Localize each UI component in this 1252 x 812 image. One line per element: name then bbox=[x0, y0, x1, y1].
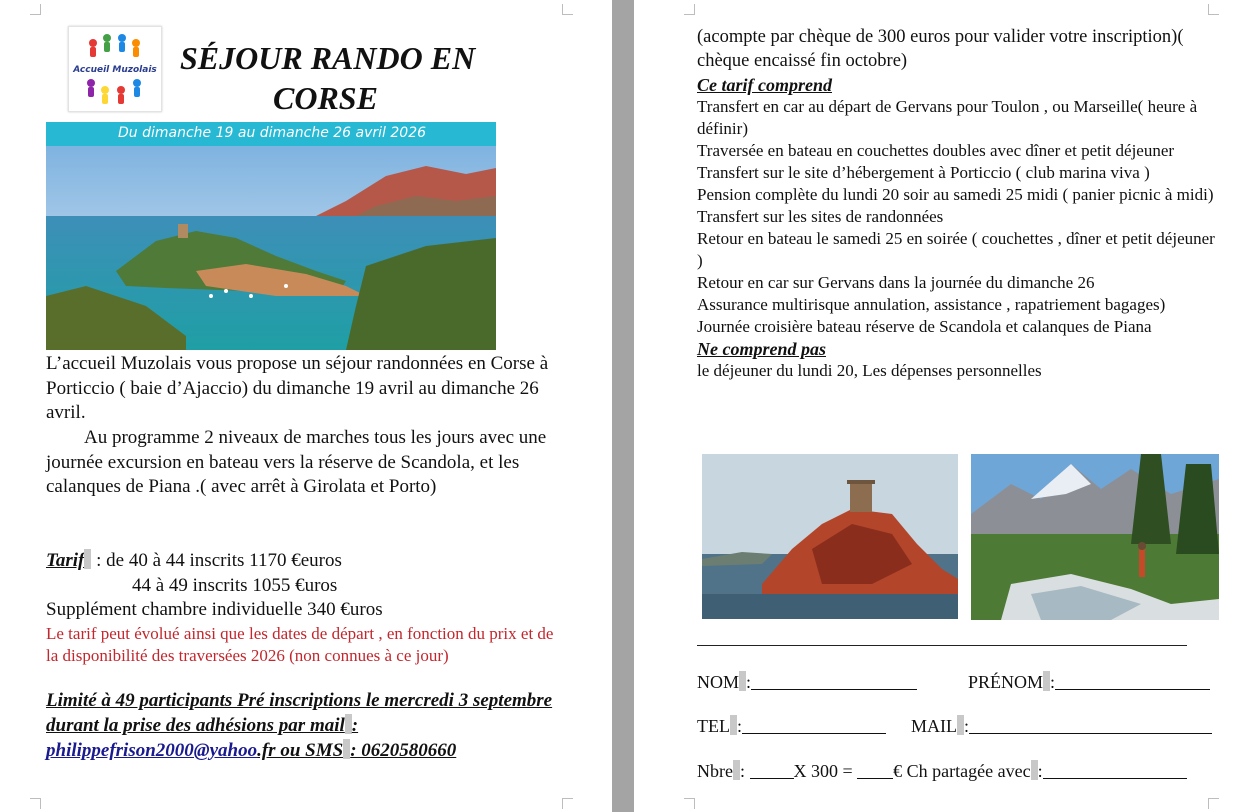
margin-corner-mark bbox=[30, 798, 41, 809]
list-item: Assurance multirisque annulation, assistance , rapatriement bagages) bbox=[697, 295, 1166, 314]
accueil-muzolais-logo bbox=[68, 26, 162, 112]
tarif-price-2: 44 à 49 inscrits 1055 €uros bbox=[132, 574, 338, 596]
field-shading-mark bbox=[345, 714, 352, 734]
mountain-stream-image bbox=[971, 454, 1219, 620]
logo-text: Accueil Muzolais bbox=[73, 65, 157, 75]
colon: : bbox=[739, 761, 745, 781]
list-item: Journée croisière bateau réserve de Scandola et calanques de Piana bbox=[697, 317, 1152, 336]
list-item: Traversée en bateau en couchettes doubles avec dîner et petit déjeuner bbox=[697, 141, 1175, 160]
page-gap bbox=[612, 0, 634, 812]
field-shading-mark bbox=[739, 671, 746, 691]
date-banner bbox=[46, 122, 496, 146]
tarif-price-1: : de 40 à 44 inscrits 1170 €euros bbox=[96, 550, 342, 571]
list-item: Transfert en car au départ de Gervans pour Toulon , ou Marseille( heure à définir) bbox=[697, 97, 1198, 138]
nom-label: NOM bbox=[697, 672, 740, 692]
margin-corner-mark bbox=[684, 798, 695, 809]
list-item: Transfert sur les sites de randonnées bbox=[697, 207, 944, 226]
form-row-nbre bbox=[697, 759, 1217, 783]
nbre-label: Nbre bbox=[697, 761, 733, 781]
field-shading-mark bbox=[730, 715, 737, 735]
supplement-line: Supplément chambre individuelle 340 €uros bbox=[46, 599, 383, 620]
heading-ce-tarif-comprend: Ce tarif comprend bbox=[697, 75, 832, 95]
colon: : bbox=[964, 716, 970, 736]
programme-paragraph: Au programme 2 niveaux de marches tous les jours avec une journée excursion en bateau vers la réserve de Scandola, et les calanques de Piana .( avec arrêt à Girolata et Porto) bbox=[46, 427, 547, 497]
shared-room-label: € Ch partagée avec bbox=[893, 761, 1031, 781]
title-line-2: CORSE bbox=[273, 80, 378, 116]
colon: : bbox=[1037, 761, 1043, 781]
field-shading-mark bbox=[1043, 671, 1050, 691]
colon: : bbox=[1050, 672, 1056, 692]
document-page-left bbox=[0, 0, 612, 812]
tarif-label: Tarif bbox=[46, 550, 85, 571]
margin-corner-mark bbox=[684, 4, 695, 15]
list-item: Pension complète du lundi 20 soir au samedi 25 midi ( panier picnic à midi) bbox=[697, 185, 1214, 204]
tel-label: TEL bbox=[697, 716, 730, 736]
prenom-input[interactable] bbox=[1055, 671, 1210, 690]
margin-corner-mark bbox=[562, 798, 573, 809]
form-row-tel bbox=[697, 714, 1217, 738]
acompte-text: (acompte par chèque de 300 euros pour valider votre inscription)( chèque encaissé fin octobre) bbox=[697, 27, 1184, 71]
form-row-nom bbox=[697, 670, 1217, 694]
intro-paragraph: L’accueil Muzolais vous propose un séjour randonnées en Corse à Porticcio ( baie d’Ajaccio) du dimanche 19 avril au dimanche 26 avril. bbox=[46, 353, 549, 423]
list-item: Retour en bateau le samedi 25 en soirée ( couchettes , dîner et petit déjeuner ) bbox=[697, 229, 1215, 270]
field-shading-mark bbox=[84, 549, 91, 569]
list-item: Transfert sur le site d’hébergement à Porticcio ( club marina viva ) bbox=[697, 163, 1150, 182]
colon: : bbox=[737, 716, 743, 736]
mail-input[interactable] bbox=[969, 715, 1212, 734]
tarif-warning: Le tarif peut évolué ainsi que les dates de départ , en fonction du prix et de la disponibilité des traversées 2026 (non connues à ce jour) bbox=[46, 624, 554, 665]
nom-input[interactable] bbox=[751, 671, 917, 690]
document-title bbox=[180, 38, 540, 118]
excluded-item: le déjeuner du lundi 20, Les dépenses personnelles bbox=[697, 361, 1042, 380]
date-banner-text: Du dimanche 19 au dimanche 26 avril 2026 bbox=[118, 125, 427, 141]
total-input[interactable] bbox=[857, 760, 893, 779]
sms-text: .fr ou SMS bbox=[257, 740, 344, 761]
section-comprend bbox=[697, 74, 1217, 382]
margin-corner-mark bbox=[1208, 4, 1219, 15]
separator-line bbox=[697, 645, 1187, 646]
field-shading-mark bbox=[1031, 760, 1038, 780]
prenom-label: PRÉNOM bbox=[968, 672, 1044, 692]
registration-info bbox=[46, 688, 586, 763]
colon: : bbox=[746, 672, 752, 692]
list-item: Retour en car sur Gervans dans la journée du dimanche 26 bbox=[697, 273, 1095, 292]
phone-number: : 0620580660 bbox=[350, 740, 457, 761]
tarif-block bbox=[46, 549, 586, 623]
title-line-1: SÉJOUR RANDO EN bbox=[180, 40, 476, 76]
mail-label: MAIL bbox=[911, 716, 958, 736]
tarif-row-1 bbox=[46, 549, 586, 574]
field-shading-mark bbox=[733, 760, 740, 780]
bay-landscape-image bbox=[46, 146, 496, 350]
nbre-input[interactable] bbox=[750, 760, 794, 779]
margin-corner-mark bbox=[1208, 798, 1219, 809]
margin-corner-mark bbox=[30, 4, 41, 15]
multiplier-text: X 300 = bbox=[793, 761, 853, 781]
registration-colon: : bbox=[351, 715, 359, 736]
corsica-bay-photo bbox=[46, 146, 496, 350]
heading-ne-comprend-pas: Ne comprend pas bbox=[697, 339, 826, 359]
mountain-hiker-photo bbox=[971, 454, 1219, 620]
tel-input[interactable] bbox=[742, 715, 886, 734]
registration-text: Limité à 49 participants Pré inscriptions le mercredi 3 septembre durant la prise des adhésions par mail bbox=[46, 690, 553, 736]
margin-corner-mark bbox=[562, 4, 573, 15]
field-shading-mark bbox=[957, 715, 964, 735]
email-link[interactable]: philippefrison2000@yahoo bbox=[46, 740, 258, 761]
shared-with-input[interactable] bbox=[1043, 760, 1187, 779]
tower-cliff-image bbox=[702, 454, 958, 619]
porto-tower-photo bbox=[702, 454, 958, 619]
